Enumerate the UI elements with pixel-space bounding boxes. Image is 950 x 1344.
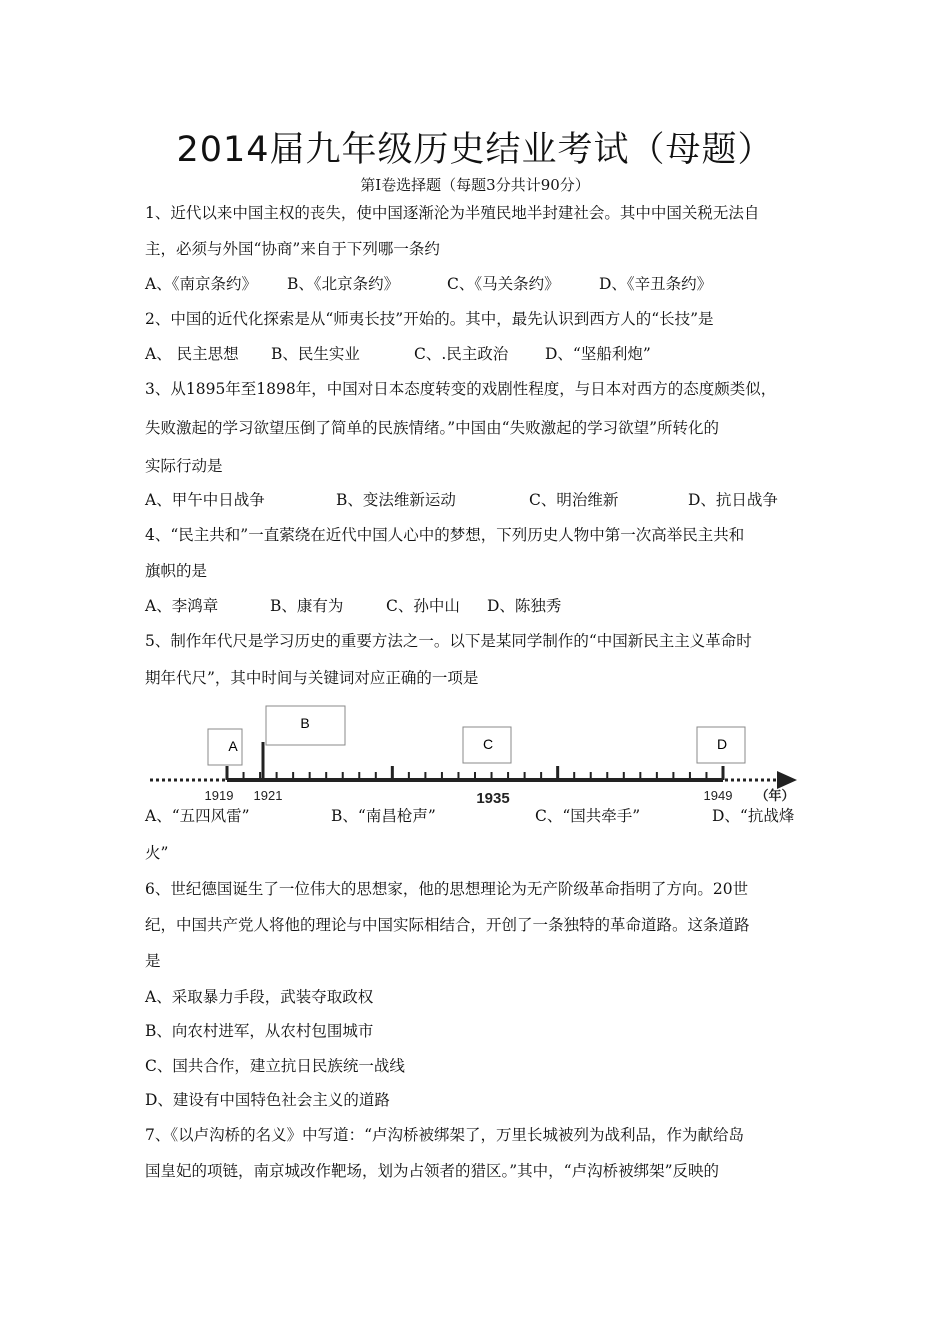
timeline-box-a-label: A [228,738,238,754]
question-6-option-d: D、建设有中国特色社会主义的道路 [145,1091,390,1109]
question-5-option-c: C、“国共牵手” [535,807,641,825]
question-6-option-b: B、向农村进军，从农村包围城市 [145,1022,374,1040]
question-5-option-a: A、“五四风雷” [145,807,250,825]
question-3-option-d: D、抗日战争 [688,491,778,509]
question-7-line-1: 7、《以卢沟桥的名义》中写道：“卢沟桥被绑架了，万里长城被列为战利品，作为献给岛 [145,1126,745,1144]
question-6-option-a: A、采取暴力手段，武装夺取政权 [145,988,374,1006]
timeline-year-1919: 1919 [204,788,234,803]
timeline-arrow-icon [777,771,797,789]
question-6-line-2: 纪，中国共产党人将他的理论与中国实际相结合，开创了一条独特的革命道路。这条道路 [145,916,750,934]
timeline-unit-label: （年） [755,789,795,804]
question-2-option-d: D、“坚船利炮” [545,345,651,363]
question-7-line-2: 国皇妃的项链，南京城改作靶场，划为占领者的猎区。”其中，“卢沟桥被绑架”反映的 [145,1162,720,1180]
timeline-box-d-label: D [716,736,728,752]
question-3-option-b: B、变法维新运动 [336,491,456,509]
timeline-year-1949: 1949 [703,788,733,803]
question-5-option-b: B、“南昌枪声” [331,807,436,825]
question-6-line-1: 6、世纪德国诞生了一位伟大的思想家，他的思想理论为无产阶级革命指明了方向。20世 [145,880,749,898]
question-1-option-b: B、《北京条约》 [287,275,400,293]
question-1-line-2: 主，必须与外国“协商”来自于下列哪一条约 [145,240,440,258]
question-5-line-1: 5、制作年代尺是学习历史的重要方法之一。以下是某同学制作的“中国新民主主义革命时 [145,632,752,650]
question-1-line-1: 1、近代以来中国主权的丧失，使中国逐渐沦为半殖民地半封建社会。其中中国关税无法自 [145,204,760,222]
question-1-option-c: C、《马关条约》 [447,275,560,293]
question-3-line-3: 实际行动是 [145,457,223,475]
question-6-option-c: C、国共合作，建立抗日民族统一战线 [145,1057,405,1075]
question-1-option-a: A、《南京条约》 [145,275,257,293]
question-4-line-1: 4、“民主共和”一直萦绕在近代中国人心中的梦想，下列历史人物中第一次高举民主共和 [145,526,745,544]
timeline-year-1921: 1921 [253,788,283,803]
question-2-option-b: B、民生实业 [271,345,360,363]
question-4-option-d: D、陈独秀 [487,597,562,615]
question-2-line-1: 2、中国的近代化探索是从“师夷长技”开始的。其中，最先认识到西方人的“长技”是 [145,310,714,328]
timeline-year-1935: 1935 [476,790,510,807]
question-3-option-a: A、甲午中日战争 [145,491,265,509]
question-5-continuation: 火” [145,844,169,862]
question-4-option-c: C、孙中山 [386,597,460,615]
question-6-line-3: 是 [145,952,161,970]
question-3-option-c: C、明治维新 [529,491,619,509]
question-4-line-2: 旗帜的是 [145,562,208,580]
question-5-line-2: 期年代尺”，其中时间与关键词对应正确的一项是 [145,669,479,687]
question-4-option-a: A、李鸿章 [145,597,219,615]
timeline-box-c-label: C [482,736,494,752]
timeline-svg [145,700,825,808]
timeline-box-b-label: B [300,715,310,731]
question-2-option-a: A、 民主思想 [145,345,239,363]
section-subtitle: 第Ⅰ卷选择题（每题3分共计90分） [360,176,590,194]
timeline-figure [145,700,825,808]
exam-title: 2014届九年级历史结业考试（母题） [176,130,774,170]
question-1-option-d: D、《辛丑条约》 [599,275,713,293]
question-5-option-d: D、“抗战烽 [712,807,795,825]
question-3-line-2: 失败激起的学习欲望压倒了简单的民族情绪。”中国由“失败激起的学习欲望”所转化的 [145,419,720,437]
question-3-line-1: 3、从1895年至1898年，中国对日本态度转变的戏剧性程度，与日本对西方的态度颇类似， [145,380,777,398]
timeline-ticks [227,766,723,780]
question-4-option-b: B、康有为 [270,597,344,615]
question-2-option-c: C、.民主政治 [414,345,509,363]
